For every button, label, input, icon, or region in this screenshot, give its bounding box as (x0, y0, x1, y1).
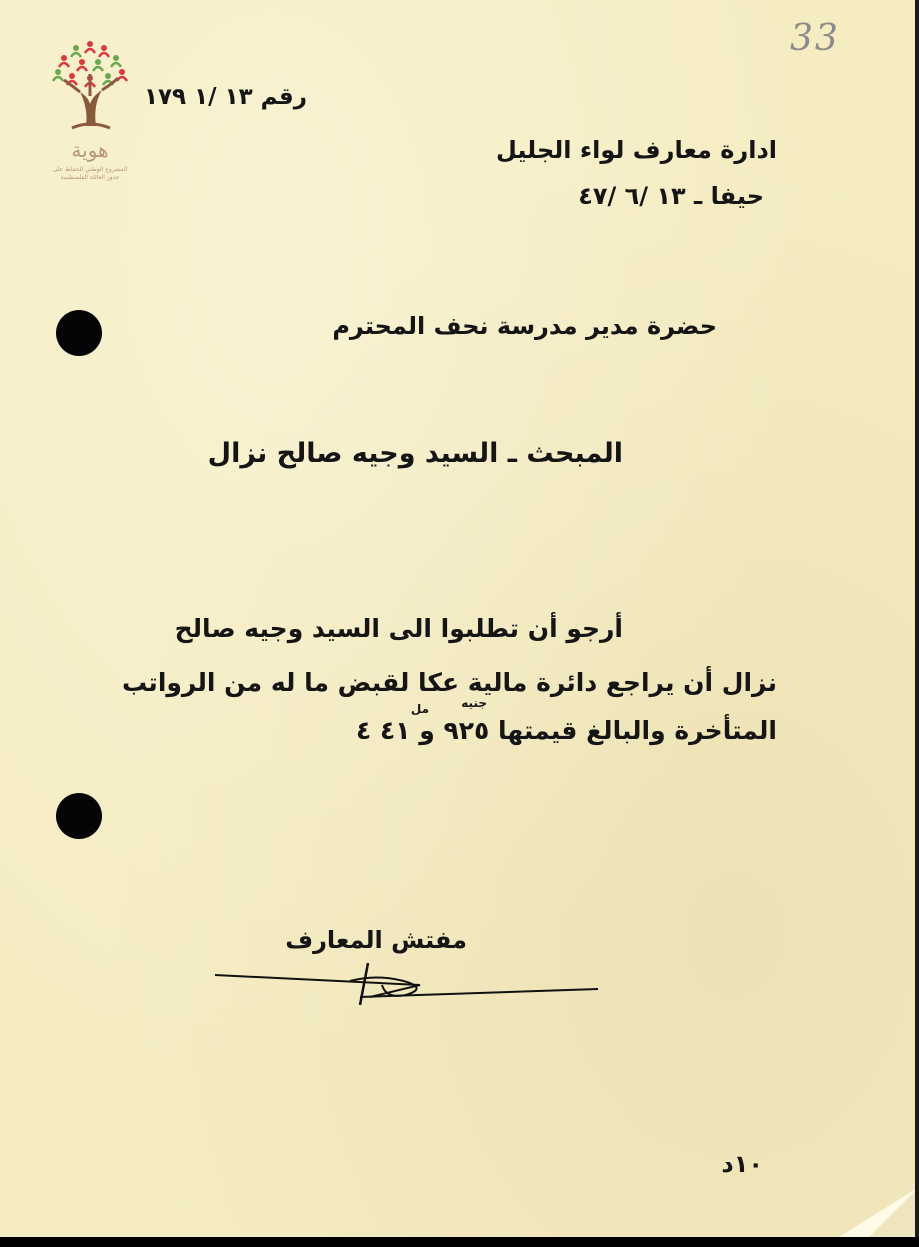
body-line-1: أرجو أن تطلبوا الى السيد وجيه صالح (174, 614, 623, 643)
logo-tagline-1: المشروع الوطني للحفاظ على (52, 166, 128, 173)
signer-title: مفتش المعارف (285, 926, 467, 954)
footer-code: ١٠د (721, 1150, 763, 1178)
reference-number: رقم ١٣ /١ ١٧٩ (143, 84, 307, 110)
page-edge-right (915, 0, 919, 1247)
amount-annotation-mil: مل (410, 702, 429, 716)
amount-annotation-pound: جنيه (461, 696, 487, 710)
body-line-2: نزال أن يراجع دائرة مالية عكا لقبض ما له من الرواتب (121, 668, 777, 697)
page-number: 33 (790, 18, 840, 59)
logo-name: هوية (71, 138, 109, 162)
page-edge-bottom (0, 1237, 919, 1247)
issuing-office: ادارة معارف لواء الجليل (495, 136, 777, 164)
family-tree-icon (44, 34, 136, 134)
punch-hole-bottom (56, 793, 102, 839)
place-date: حيفا ـ ١٣ /٦ /٤٧ (578, 182, 764, 210)
logo-tagline-2: جذور العائلة الفلسطينية (60, 174, 120, 181)
corner-fold (829, 1187, 919, 1237)
signature (210, 955, 610, 1015)
archive-logo (44, 34, 136, 184)
subject-line: المبحث ـ السيد وجيه صالح نزال (207, 438, 623, 469)
body-line-3: المتأخرة والبالغ قيمتها ٩٢٥ و ٤١ ٤ (356, 716, 777, 745)
punch-hole-top (56, 310, 102, 356)
addressee: حضرة مدير مدرسة نحف المحترم (332, 312, 717, 340)
